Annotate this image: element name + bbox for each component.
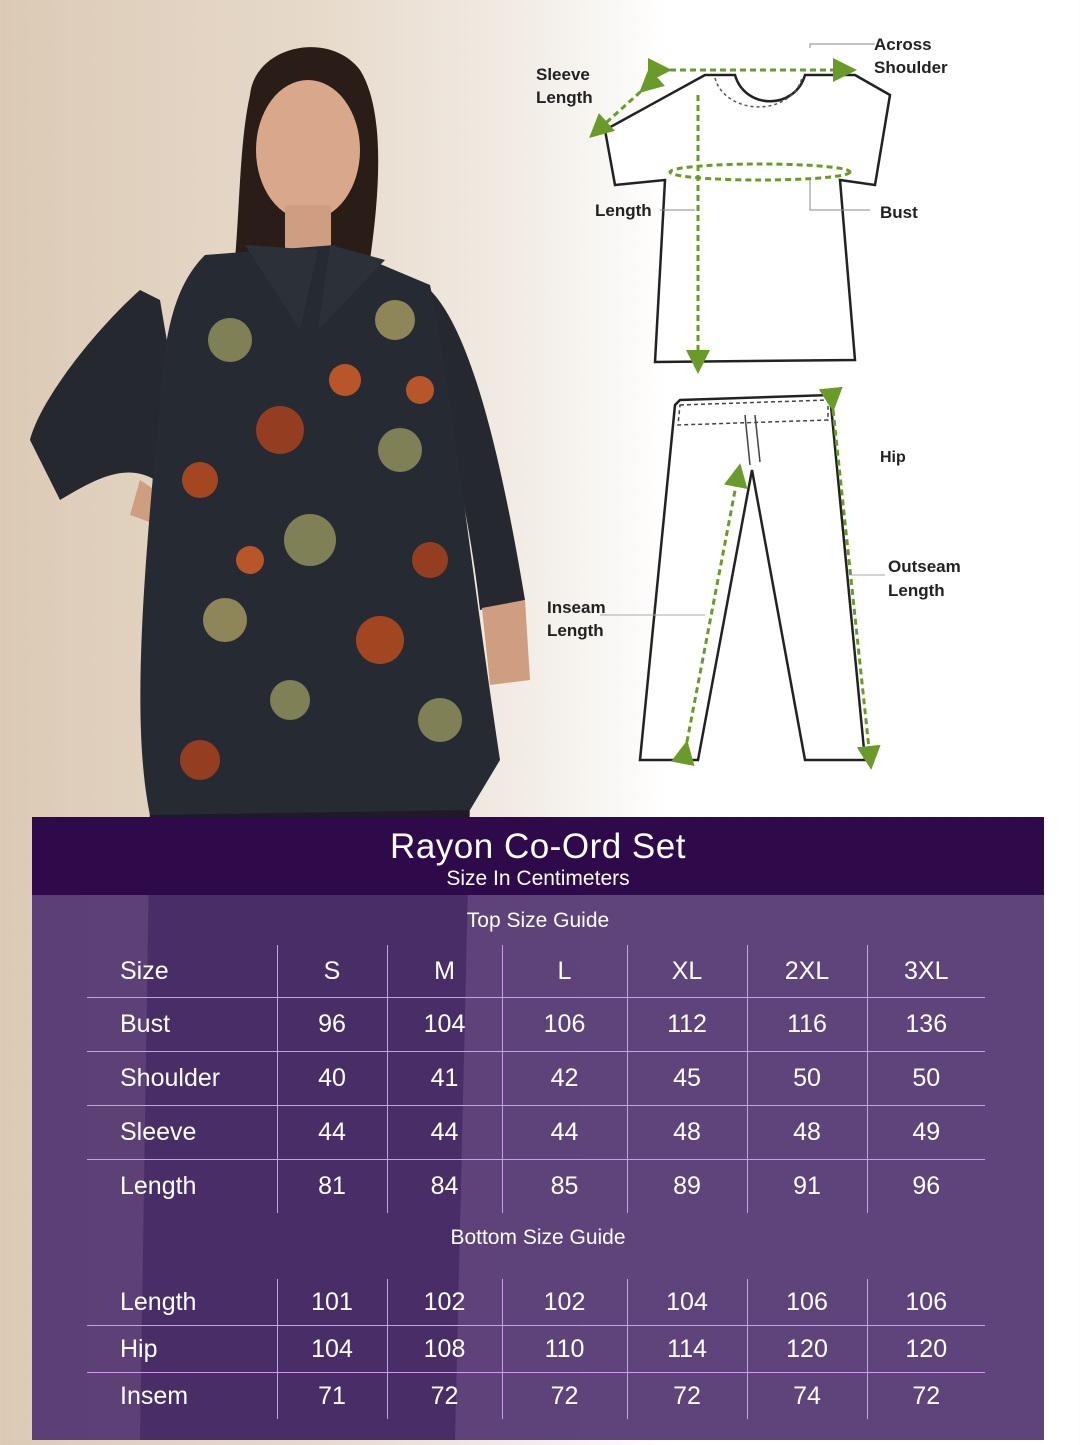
table-cell: Length [120,1287,197,1316]
table-cell: Size [120,956,169,985]
across-shoulder-label-2: Shoulder [874,58,948,77]
inseam-length-label: Inseam [547,598,606,617]
table-cell: 106 [747,1279,867,1326]
table-cell: 40 [277,1052,387,1106]
table-cell: 48 [627,1106,747,1160]
table-cell: 101 [277,1279,387,1326]
table-cell: XL [627,945,747,998]
table-cell: Bust [87,998,277,1052]
table-cell: 120 [747,1326,867,1373]
table-cell: 114 [627,1326,747,1373]
table-cell: 110 [502,1326,627,1373]
chart-subtitle: Size In Centimeters [446,867,630,890]
inseam-length-label-2: Length [547,621,604,640]
table-cell: 44 [277,1106,387,1160]
size-chart-header [32,817,1044,895]
table-row [87,1326,985,1373]
table-cell: 104 [387,998,502,1052]
table-cell: 44 [387,1106,502,1160]
sleeve-length-label-2: Length [536,88,593,107]
table-cell: 44 [502,1106,627,1160]
table-cell: L [502,945,627,998]
table-cell: Length [87,1160,277,1214]
top-size-table [87,945,985,1213]
table-cell: S [277,945,387,998]
table-cell: 106 [867,1279,985,1326]
outseam-length-label-2: Length [888,581,945,600]
table-cell: Sleeve [87,1106,277,1160]
table-cell: 91 [747,1160,867,1214]
table-cell: 104 [627,1279,747,1326]
bust-label: Bust [880,203,918,222]
across-shoulder-label: Across [874,35,932,54]
table-cell: 3XL [867,945,985,998]
table-cell: 81 [277,1160,387,1214]
table-cell: 89 [627,1160,747,1214]
table-cell: 96 [867,1160,985,1214]
table-cell: 106 [502,998,627,1052]
table-cell: 71 [277,1373,387,1420]
table-cell: 72 [502,1373,627,1420]
chart-title: Rayon Co-Ord Set [390,827,686,866]
size-chart-panel [32,817,1044,1440]
table-cell: Hip [87,1326,277,1373]
length-label: Length [595,201,652,220]
table-cell: 84 [387,1160,502,1214]
table-cell: 136 [867,998,985,1052]
table-row [87,1279,985,1326]
outseam-length-label: Outseam [888,557,961,576]
table-cell: 48 [747,1106,867,1160]
model-face [256,80,360,220]
table-cell: 41 [387,1052,502,1106]
table-cell: 96 [277,998,387,1052]
hip-label: Hip [880,449,906,466]
table-cell: M [387,945,502,998]
table-cell: 112 [627,998,747,1052]
table-cell: 50 [867,1052,985,1106]
table-row [87,1106,985,1160]
table-cell: Shoulder [87,1052,277,1106]
table-cell: 116 [747,998,867,1052]
bottom-size-table [87,1279,985,1419]
table-cell: Insem [87,1373,277,1420]
table-cell: 85 [502,1160,627,1214]
table-row [87,998,985,1052]
table-row [87,1052,985,1106]
bottom-size-guide-title: Bottom Size Guide [450,1226,626,1249]
table-cell: 2XL [747,945,867,998]
table-cell: 120 [867,1326,985,1373]
sleeve-length-label: Sleeve [536,65,590,84]
table-cell: 74 [747,1373,867,1420]
table-row [87,1373,985,1420]
table-cell: 108 [387,1326,502,1373]
table-cell: 45 [627,1052,747,1106]
table-cell: 102 [502,1279,627,1326]
measurement-diagram [520,0,1080,800]
table-cell: 72 [387,1373,502,1420]
table-cell: 42 [502,1052,627,1106]
size-header-row [87,945,985,998]
table-cell: 72 [627,1373,747,1420]
table-row [87,1160,985,1214]
table-cell: 104 [277,1326,387,1373]
table-cell: 102 [387,1279,502,1326]
table-cell: 72 [867,1373,985,1420]
table-cell: 50 [747,1052,867,1106]
top-size-guide-title: Top Size Guide [466,909,610,932]
table-cell: 49 [867,1106,985,1160]
bottom-garment-outline [640,395,865,760]
